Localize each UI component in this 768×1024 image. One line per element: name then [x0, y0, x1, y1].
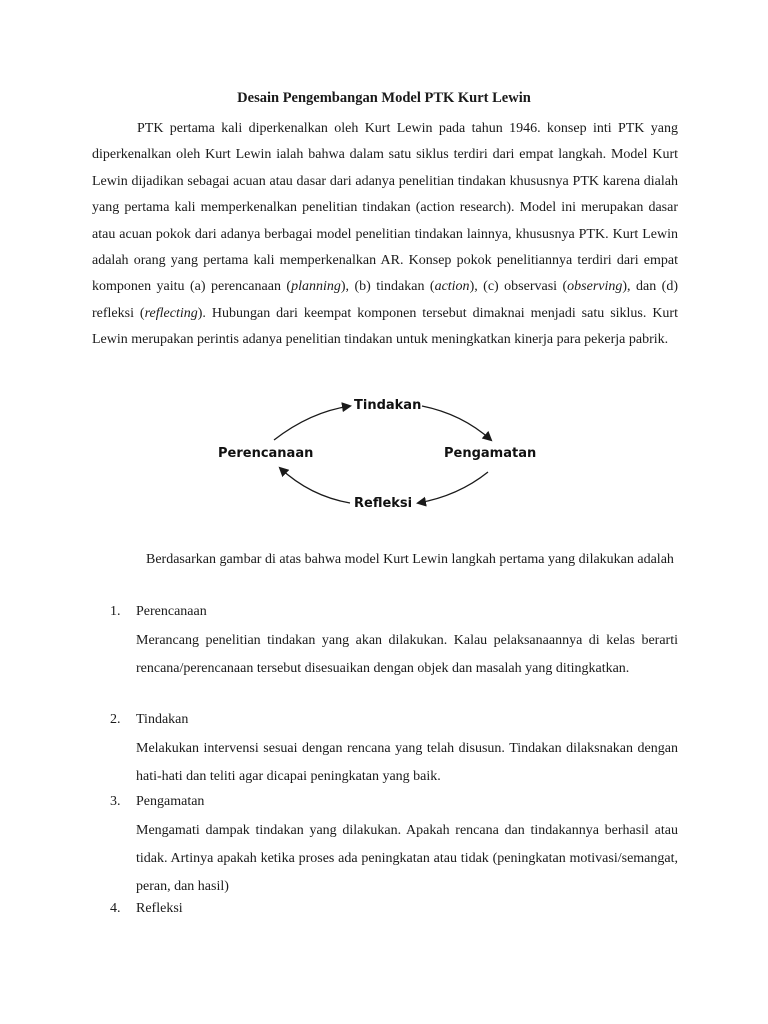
- node-perencanaan: Perencanaan: [218, 446, 314, 461]
- intro-term-observing: observing: [567, 279, 623, 295]
- intro-text-3: ), (c) observasi (: [469, 279, 568, 295]
- step-title: Pengamatan: [136, 794, 205, 809]
- step-number: 4.: [110, 901, 121, 916]
- node-refleksi: Refleksi: [354, 496, 413, 511]
- document-title: Desain Pengembangan Model PTK Kurt Lewin: [237, 90, 531, 106]
- step-description: Mengamati dampak tindakan yang dilakukan. Apakah rencana dan tindakannya berhasil atau tidak. Artinya apakah ketika proses ada peningkatan atau tidak (peningkatan motivasi/semangat, peran, dan hasil): [136, 823, 678, 894]
- node-tindakan: Tindakan: [354, 398, 422, 413]
- step-number: 1.: [110, 604, 121, 619]
- arrow-observe-to-reflect: [418, 472, 488, 503]
- intro-term-reflecting: reflecting: [144, 305, 198, 321]
- arrow-action-to-observe: [422, 406, 491, 440]
- step-description: Merancang penelitian tindakan yang akan dilakukan. Kalau pelaksanaannya di kelas berarti rencana/perencanaan tersebut disesuaikan dengan objek dan masalah yang ditingkatkan.: [136, 633, 678, 676]
- step-description: Melakukan intervensi sesuai dengan rencana yang telah disusun. Tindakan dilaksnakan dengan hati-hati dan teliti agar dicapai peningkatan yang baik.: [136, 741, 678, 784]
- lead-paragraph: Berdasarkan gambar di atas bahwa model Kurt Lewin langkah pertama yang dilakukan adalah: [146, 552, 674, 567]
- step-number: 3.: [110, 794, 121, 809]
- intro-text-2: ), (b) tindakan (: [340, 279, 435, 295]
- intro-text-5: ). Hubungan dari keempat komponen tersebut dimaknai menjadi satu siklus. Kurt Lewin merupakan perintis adanya penelitian tindakan untuk meningkatkan kinerja para pekerja pabrik.: [92, 305, 678, 348]
- intro-term-planning: planning: [291, 279, 341, 295]
- arrow-plan-to-action: [274, 406, 350, 440]
- lewin-cycle-diagram: [200, 390, 560, 520]
- intro-text-1: PTK pertama kali diperkenalkan oleh Kurt Lewin pada tahun 1946. konsep inti PTK yang diperkenalkan oleh Kurt Lewin ialah bahwa dalam satu siklus terdiri dari empat langkah. Model Kurt Lewin dijadikan sebagai acuan atau dasar dari adanya penelitian tindakan khususnya PTK karena dialah yang pertama kali memperkenalkan penelitian tindakan (action research). Model ini merupakan dasar atau acuan pokok dari adanya berbagai model penelitian tindakan lainnya, khususnya PTK. Kurt Lewin adalah orang yang pertama kali memperkenalkan AR. Konsep pokok penelitiannya terdiri dari empat komponen yaitu (a) perencanaan (: [92, 121, 678, 295]
- intro-term-action: action: [434, 279, 470, 295]
- node-pengamatan: Pengamatan: [444, 446, 537, 461]
- step-title: Tindakan: [136, 712, 189, 727]
- step-title: Perencanaan: [136, 604, 207, 619]
- intro-text-4: ), dan (d) refleksi (: [92, 279, 678, 321]
- step-number: 2.: [110, 712, 121, 727]
- arrow-reflect-to-plan: [280, 468, 350, 503]
- intro-paragraph: [92, 116, 678, 354]
- step-title: Refleksi: [136, 901, 183, 916]
